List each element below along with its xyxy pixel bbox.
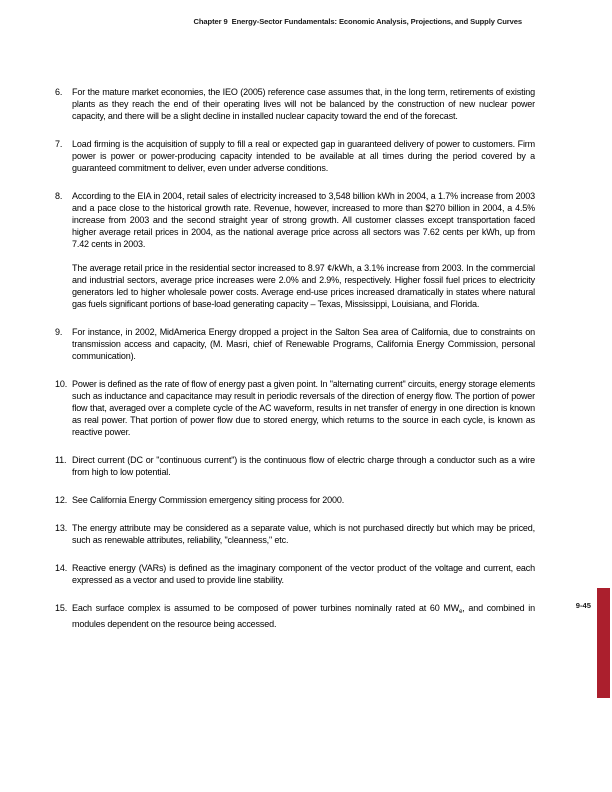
footnote-15 [55,602,535,630]
footnotes-list [55,86,535,646]
footnote-number: 15. [55,603,68,613]
footnote-text: See California Energy Commission emergency siting process for 2000. [72,495,345,505]
footnote-6 [55,86,535,122]
footnote-number: 13. [55,523,68,533]
footnote-text: The energy attribute may be considered as a separate value, which is not purchased directly but which may be priced, such as renewable attributes, reliability, "cleanness," etc. [72,523,535,545]
footnote-9 [55,326,535,362]
page-number: 9-45 [575,601,591,610]
footnote-14 [55,562,535,586]
footnote-number: 8. [55,191,63,201]
mw-subscript: e [459,609,463,615]
footnote-text: Direct current (DC or "continuous current") is the continuous flow of electric charge through a conductor such as a wire from high to low potential. [72,455,535,477]
footnote-text: For instance, in 2002, MidAmerica Energy dropped a project in the Salton Sea area of California, due to constraints on transmission access and capacity, (M. Masri, chief of Renewable Programs, California Energy Commission, personal communication). [72,327,535,361]
footnote-11 [55,454,535,478]
footnote-text-pre: Each surface complex is assumed to be composed of power turbines nominally rated at 60 MW [72,603,460,613]
footnote-text [72,602,535,630]
footnote-number: 12. [55,495,68,505]
running-header: Chapter 9 Energy-Sector Fundamentals: Economic Analysis, Projections, and Supply Curves [193,17,522,26]
footnote-10 [55,378,535,438]
footnote-7 [55,138,535,174]
footnote-number: 14. [55,563,68,573]
footnote-12 [55,494,535,506]
footnote-8 [55,190,535,310]
footnote-number: 10. [55,379,68,389]
footnote-text: Load firming is the acquisition of supply to fill a real or expected gap in guaranteed delivery of power to customers. Firm power is power or power-producing capacity intended to be available at all times during the period covered by a guaranteed commitment to deliver, even under adverse conditions. [72,139,535,173]
chapter-tab-marker [597,588,610,698]
footnote-number: 9. [55,327,63,337]
footnote-text [72,190,535,310]
footnote-number: 6. [55,87,63,97]
footnote-13 [55,522,535,546]
footnote-number: 7. [55,139,63,149]
footnote-paragraph: The average retail price in the residential sector increased to 8.97 ¢/kWh, a 3.1% increase from 2003. In the commercial and industrial sectors, average price increases were 2.0% and 2.9%, respectively. Higher fossil fuel prices to electricity generators led to higher wholesale power costs. Average end-use prices increased dramatically in states where natural gas fuels significant portions of base-load generating capacity – Texas, Mississippi, Louisiana, and Florida. [72,263,535,309]
footnote-paragraph: According to the EIA in 2004, retail sales of electricity increased to 3,548 billion kWh in 2004, a 1.7% increase from 2003 and a pace close to the historical growth rate. Revenue, however, increased to more than $270 billion in 2004, a 4.5% increase from 2003 and the second straight year of strong growth. All customer classes except transportation faced higher average retail prices in 2004, as the national average price across all sectors was 7.62 cents per kWh, up from 7.42 cents in 2003. [72,191,535,249]
footnote-text: Reactive energy (VARs) is defined as the imaginary component of the vector product of the voltage and current, each expressed as a vector and used to provide line stability. [72,563,535,585]
footnote-text: Power is defined as the rate of flow of energy past a given point. In "alternating current" circuits, energy storage elements such as inductance and capacitance may result in periodic reversals of the direction of energy flow. The portion of power flow that, averaged over a complete cycle of the AC waveform, results in net transfer of energy in one direction is known as real power. That portion of power flow due to stored energy, which returns to the source in each cycle, is known as reactive power. [72,379,535,437]
footnote-text-post: , and combined in modules dependent on the resource being accessed. [72,603,535,629]
footnote-text: For the mature market economies, the IEO (2005) reference case assumes that, in the long term, retirements of existing plants as they reach the end of their operating lives will not be balanced by the construction of new nuclear power capacity, and there will be a slight decline in installed nuclear capacity toward the end of the forecast. [72,87,535,121]
footnote-number: 11. [55,455,67,465]
